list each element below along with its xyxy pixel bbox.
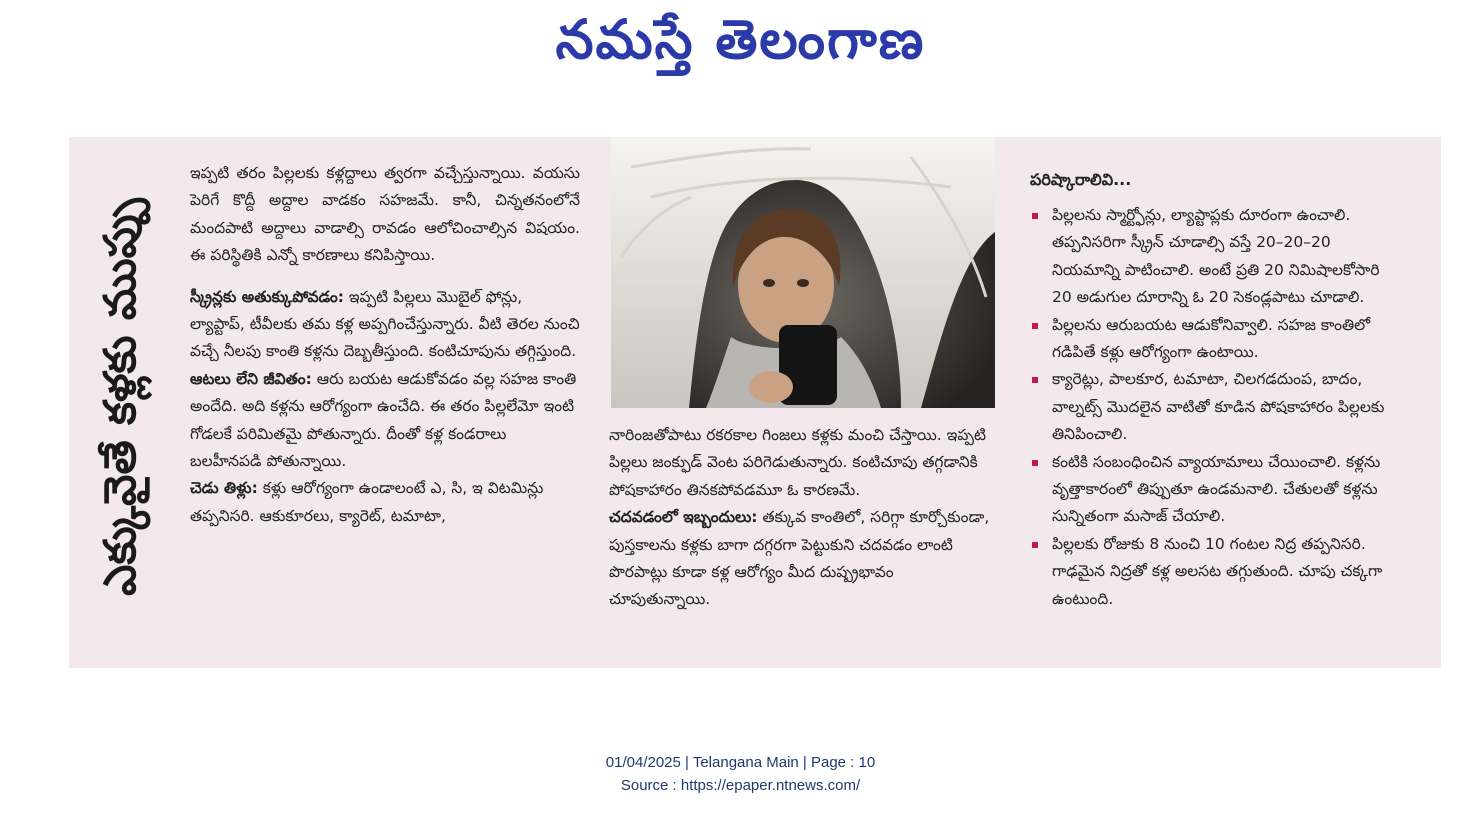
list-item: కంటికి సంబంధించిన వ్యాయామాలు చేయించాలి. కళ్లను వృత్తాకారంలో తిప్పుతూ ఉండమనాలి. చేతులతో కళ్లను సున్నితంగా మసాజ్ చేయాలి. xyxy=(1030,449,1400,531)
article-section xyxy=(190,284,580,366)
section-body: ఆరు బయట ఆడుకోవడం వల్ల సహజ కాంతి అందేది. అది కళ్లను ఆరోగ్యంగా ఉంచేది. ఈ తరం పిల్లలేమో ఇంటి గోడలకే పరిమితమై పోతున్నారు. దీంతో కళ్ల కండరాలు బలహీనపడి పోతున్నాయి. xyxy=(190,369,577,471)
footer-source: Source : https://epaper.ntnews.com/ xyxy=(620,777,861,794)
list-item: పిల్లలను స్మార్ట్ఫోన్లు, ల్యాప్టాప్లకు దూరంగా ఉంచాలి. తప్పనిసరిగా స్క్రీన్ చూడాల్సి వస్తే 20–20–20 నియమాన్ని పాటించాలి. అంటే ప్రతి 20 నిమిషాలకోసారి 20 అడుగుల దూరాన్ని ఓ 20 సెకండ్లపాటు చూడాలి. xyxy=(1030,202,1400,312)
section-heading: చెడు తిళ్లు: xyxy=(190,479,258,498)
list-item: పిల్లలకు రోజుకు 8 నుంచి 10 గంటల నిద్ర తప్పనిసరి. గాఢమైన నిద్రతో కళ్ల అలసట తగ్గుతుంది. చూపు చక్కగా ఉంటుంది. xyxy=(1030,531,1400,613)
section-body: కళ్లు ఆరోగ్యంగా ఉండాలంటే ఎ, సి, ఇ విటమిన్లు తప్పనిసరి. ఆకుకూరలు, క్యారెట్, టమాటా, xyxy=(190,479,544,525)
article-section xyxy=(190,366,580,476)
section-heading: చదవడంలో ఇబ్బందులు: xyxy=(609,508,758,527)
article-section xyxy=(609,504,999,614)
article-headline-block xyxy=(86,152,166,642)
article-section xyxy=(190,475,580,530)
article-column-1 xyxy=(190,160,580,530)
article-photo xyxy=(611,137,995,408)
section-body: ఇప్పటి పిల్లలు మొబైల్ ఫోన్లు, ల్యాప్టాప్, టీవీలకు తమ కళ్ల అప్పగించేస్తున్నారు. వీటి తెరల నుంచి వచ్చే నీలపు కాంతి కళ్లను దెబ్బతీస్తుంది. కంటిచూపును తగ్గిస్తుంది. xyxy=(190,287,580,361)
list-item: క్యారెట్లు, పాలకూర, టమాటా, చిలగడదుంప, బాదం, వాల్నట్స్ మొదలైన వాటితో కూడిన పోషకాహారం పిల్లలకు తినిపించాలి. xyxy=(1030,366,1400,448)
solutions-list xyxy=(1030,202,1400,613)
article-continuation: నారింజతోపాటు రకరకాల గింజలు కళ్లకు మంచి చేస్తాయి. ఇప్పటి పిల్లలు జంక్ఫుడ్ వెంట పరిగెడుతున్నారు. కంటిచూపు తగ్గడానికి పోషకాహారం తినకపోవడమూ ఓ కారణమే. xyxy=(609,426,986,499)
masthead-logo: నమస్తే తెలంగాణ xyxy=(555,7,926,71)
article-intro: ఇప్పటి తరం పిల్లలకు కళ్లద్దాలు త్వరగా వచ్చేస్తున్నాయి. వయసు పెరిగే కొద్దీ అద్దాల వాడకం సహజమే. కానీ, చిన్నతనంలోనే మందపాటి అద్దాలు వాడాల్సి రావడం ఆలోచించాల్సిన విషయం. ఈ పరిస్థితికి ఎన్నో కారణాలు కనిపిస్తాయి. xyxy=(190,164,580,265)
section-heading: ఆటలు లేని జీవితం: xyxy=(190,369,312,388)
section-body: తక్కువ కాంతిలో, సరిగ్గా కూర్చోకుండా, పుస్తకాలను కళ్లకు బాగా దగ్గరగా పెట్టుకుని చదవడం లాంటి పొరపాట్లు కూడా కళ్ల ఆరోగ్యం మీద దుష్ప్రభావం చూపుతున్నాయి. xyxy=(609,508,990,609)
child-under-blanket-photo xyxy=(611,137,995,408)
footer-date-edition: 01/04/2025 | Telangana Main | Page : 10 xyxy=(605,754,876,771)
section-heading: స్క్రీన్లకు అతుక్కుపోవడం: xyxy=(190,287,344,306)
article-headline: ఎక్కువైతే కళ్లకు ముప్పు xyxy=(95,198,147,596)
solutions-box xyxy=(1030,166,1400,613)
list-item: పిల్లలను ఆరుబయట ఆడుకోనివ్వాలి. సహజ కాంతిలో గడిపితే కళ్లు ఆరోగ్యంగా ఉంటాయి. xyxy=(1030,312,1400,367)
article-column-2 xyxy=(609,422,999,614)
solutions-heading: పరిష్కారాలివి... xyxy=(1030,170,1132,189)
